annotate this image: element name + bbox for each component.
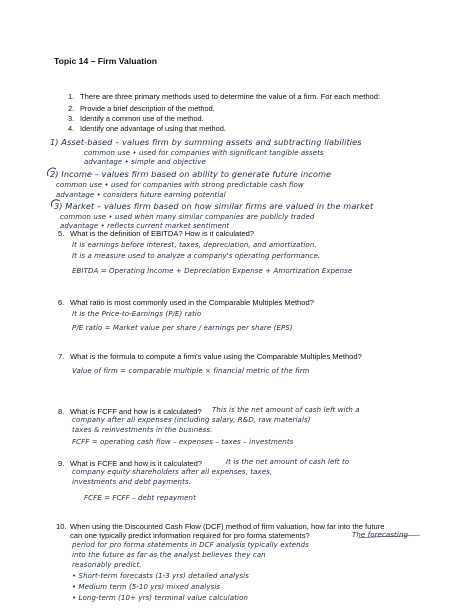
handwritten-answer: common use • used for companies with significant tangible assets xyxy=(84,149,324,157)
handwritten-answer: It is a measure used to analyze a company's operating performance. xyxy=(72,252,321,260)
handwritten-answer: taxes & reinvestments in the business. xyxy=(72,426,213,434)
handwritten-answer: The forecasting xyxy=(352,531,409,539)
question-1 xyxy=(68,92,380,101)
handwritten-answer: common use • used when many similar companies are publicly traded xyxy=(60,213,315,221)
question-number: 1. xyxy=(68,92,75,101)
question-8: 8. What is FCFF and how is it calculated? xyxy=(58,407,202,416)
question-10: 10. When using the Discounted Cash Flow (DCF) method of firm valuation, how far into the future xyxy=(56,522,385,531)
handwritten-answer: advantage • considers future earning potential xyxy=(56,191,226,199)
question-text: There are three primary methods used to determine the value of a firm. For each method: xyxy=(80,92,381,101)
handwritten-answer: advantage • reflects current market sentiment xyxy=(60,222,230,230)
instruction-list xyxy=(68,104,226,135)
question-5: 5. What is the definition of EBITDA? How is it calculated? xyxy=(58,229,255,238)
handwritten-answer: company after all expenses (including salary, R&D, raw materials) xyxy=(72,416,311,424)
handwritten-answer: reasonably predict. xyxy=(72,561,142,569)
question-6: 6. What ratio is most commonly used in the Comparable Multiples Method? xyxy=(58,298,314,307)
list-item: 3. Identify a common use of the method. xyxy=(68,114,204,124)
handwritten-answer: 1) Asset-based – values firm by summing assets and subtracting liabilities xyxy=(50,137,362,147)
question-10-continued: can one typically predict information required for pro forma statements? xyxy=(70,531,310,540)
handwritten-answer: 2) Income – values firm based on ability to generate future income xyxy=(50,169,332,179)
handwritten-answer: This is the net amount of cash left with a xyxy=(212,406,360,414)
handwritten-answer: advantage • simple and objective xyxy=(84,158,206,166)
list-item: 4. Identify one advantage of using that method. xyxy=(68,124,226,134)
handwritten-answer: • Long-term (10+ yrs) terminal value calculation xyxy=(72,594,249,602)
handwritten-answer: Value of firm = comparable multiple × financial metric of the firm xyxy=(72,367,310,375)
page-title: Topic 14 – Firm Valuation xyxy=(54,56,157,66)
handwritten-answer: into the future as far as the analyst believes they can xyxy=(72,551,266,559)
handwritten-answer: It is the Price-to-Earnings (P/E) ratio xyxy=(72,310,202,318)
handwritten-answer: common use • used for companies with strong predictable cash flow xyxy=(56,181,304,189)
question-7: 7. What is the formula to compute a firm's value using the Comparable Multiples Method? xyxy=(58,352,362,361)
handwritten-answer: • Short-term forecasts (1-3 yrs) detailed analysis xyxy=(72,572,249,580)
handwritten-answer: period for pro forma statements in DCF analysis typically extends xyxy=(72,541,309,549)
question-9: 9. What is FCFE and how is it calculated? xyxy=(58,459,203,468)
list-item: 2. Provide a brief description of the method. xyxy=(68,104,215,113)
handwritten-answer: FCFF = operating cash flow – expenses – taxes – investments xyxy=(72,438,294,446)
handwritten-answer: P/E ratio = Market value per share / earnings per share (EPS) xyxy=(72,324,293,332)
handwritten-answer: investments and debt payments. xyxy=(72,478,192,486)
handwritten-answer: • Medium term (5-10 yrs) mixed analysis xyxy=(72,583,221,591)
handwritten-answer: 3) Market – values firm based on how similar firms are valued in the market xyxy=(54,201,374,211)
handwritten-answer: It is the net amount of cash left to xyxy=(226,458,350,466)
handwritten-answer: It is earnings before interest, taxes, depreciation, and amortization. xyxy=(72,241,317,249)
handwritten-answer: company equity shareholders after all expenses, taxes, xyxy=(72,468,273,476)
handwritten-answer: FCFE = FCFF – debt repayment xyxy=(84,494,196,502)
handwritten-answer: EBITDA = Operating Income + Depreciation Expense + Amortization Expense xyxy=(72,267,353,275)
